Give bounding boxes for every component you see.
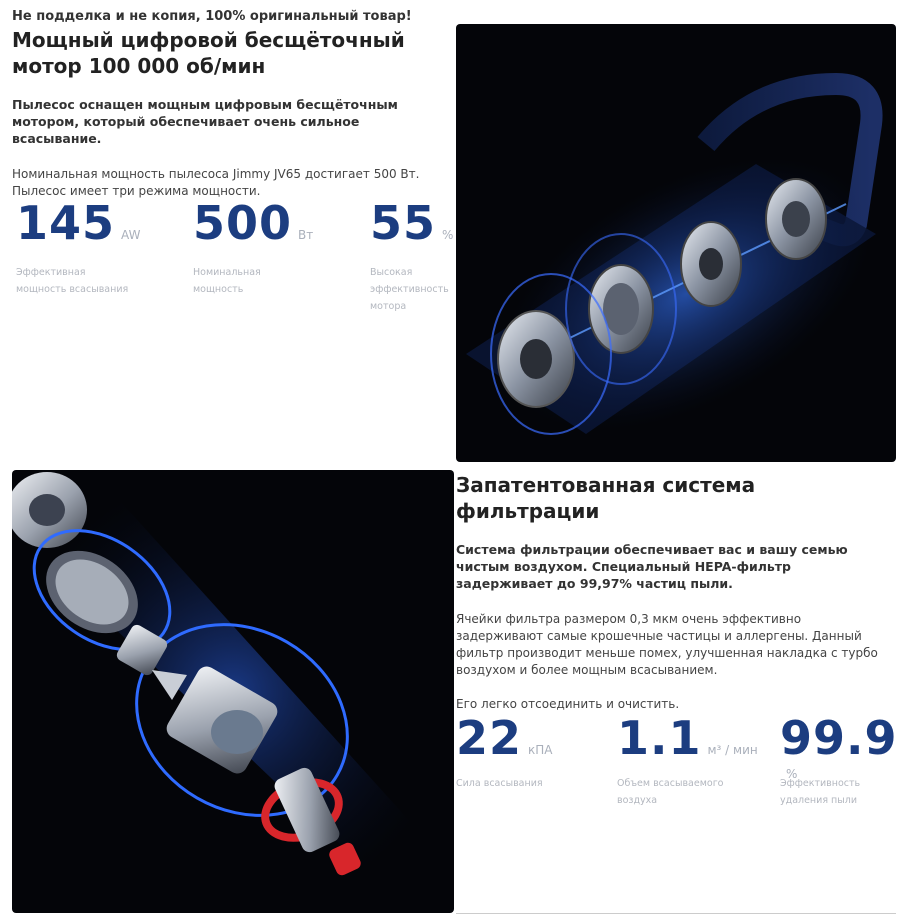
body-line: воздухом и более мощным всасыванием. [456, 663, 718, 677]
filter-section-title [456, 472, 876, 524]
lead-line: Пылесос оснащен мощным цифровым бесщёточным [12, 97, 398, 112]
stat-label-line: Высокая [370, 267, 413, 278]
filter-lead-paragraph [456, 541, 896, 592]
rotor-part-1 [498, 311, 574, 407]
stat-label-line: воздуха [617, 795, 658, 806]
body-line: Его легко отсоединить и очистить. [456, 697, 680, 711]
stat-label-line: эффективность [370, 284, 449, 295]
lead-line: Система фильтрации обеспечивает вас и вашу семью [456, 542, 848, 557]
stat-label-line: мотора [370, 301, 407, 312]
stat-label-line: Эффективная [16, 267, 86, 278]
stat-rated-power [193, 198, 313, 248]
stat-suction-power [16, 198, 140, 248]
stat-label-line: Сила всасывания [456, 778, 543, 789]
stat-label-line: удаления пыли [780, 795, 858, 806]
stat-label-line: мощность всасывания [16, 284, 129, 295]
filter-title-line: фильтрации [456, 499, 600, 523]
body-line: Номинальная мощность пылесоса Jimmy JV65 достигает 500 Вт. [12, 167, 420, 181]
tagline: Не подделка и не копия, 100% оригинальный товар! [12, 9, 412, 24]
stat-dust-removal [780, 713, 900, 782]
stat-label-line: Объем всасываемого [617, 778, 724, 789]
stat-unit: AW [121, 228, 141, 242]
stat-suction-pressure [456, 713, 553, 763]
body-line: фильтр производит меньше помех, улучшенная накладка с турбо [456, 646, 878, 660]
stat-motor-efficiency [370, 198, 453, 248]
body-line: Пылесос имеет три режима мощности. [12, 184, 261, 198]
stat-label [780, 775, 860, 809]
stat-air-volume [617, 713, 758, 763]
lead-line: чистым воздухом. Специальный HEPA-фильтр [456, 559, 791, 574]
stat-value: 22 [456, 711, 523, 765]
stat-unit: Вт [298, 228, 314, 242]
stat-value: 1.1 [617, 711, 702, 765]
stat-label [617, 775, 724, 809]
motor-title-line: мотор 100 000 об/мин [12, 54, 266, 78]
filter-title-line: Запатентованная система [456, 473, 756, 497]
stat-unit: % [442, 228, 454, 242]
stat-label-line: Номинальная [193, 267, 261, 278]
stat-value: 99.9 [780, 711, 898, 765]
motor-title-line: Мощный цифровой бесщёточный [12, 28, 405, 52]
body-line: задерживают самые крошечные частицы и аллергены. Данный [456, 629, 862, 643]
lead-line: всасывание. [12, 131, 102, 146]
lead-line: мотором, который обеспечивает очень сильное [12, 114, 360, 129]
body-line: Ячейки фильтра размером 0,3 мкм очень эффективно [456, 612, 802, 626]
stat-value: 500 [193, 196, 293, 250]
stat-value: 55 [370, 196, 437, 250]
stat-label [193, 264, 261, 298]
motor-section-title [12, 27, 432, 79]
bottom-divider [456, 913, 896, 914]
rotor-part-2 [589, 265, 653, 353]
filter-exploded-image [12, 470, 454, 913]
stat-label [16, 264, 128, 298]
stat-label [370, 264, 449, 315]
stat-unit: м³ / мин [707, 743, 758, 757]
rotor-part-4 [766, 179, 826, 259]
motor-lead-paragraph [12, 96, 432, 147]
motor-body-paragraph [12, 166, 442, 200]
filter-body-paragraph [456, 611, 896, 713]
stat-unit: % [786, 767, 798, 781]
lead-line: задерживает до 99,97% частиц пыли. [456, 576, 733, 591]
rotor-part-3 [681, 222, 741, 306]
stat-label [456, 775, 543, 792]
stat-label-line: Эффективность [780, 778, 861, 789]
stat-value: 145 [16, 196, 116, 250]
stat-label-line: мощность [193, 284, 244, 295]
stat-unit: кПА [528, 743, 553, 757]
motor-cutaway-image [456, 24, 896, 462]
